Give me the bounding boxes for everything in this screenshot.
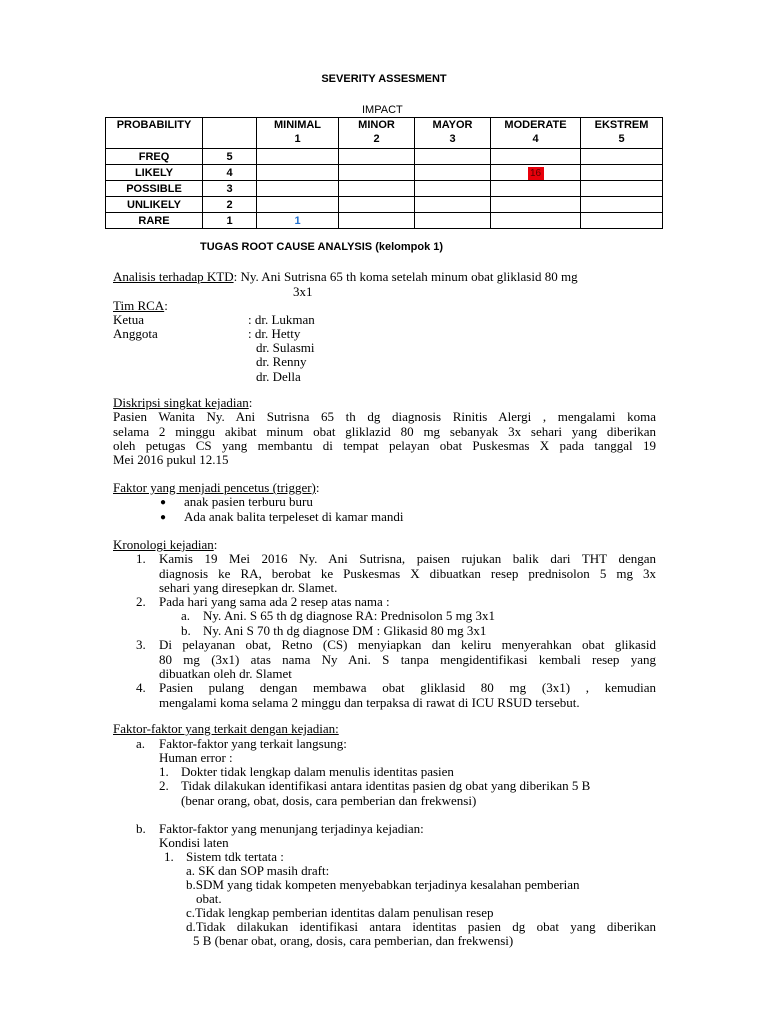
table-row <box>106 149 663 165</box>
bullet-icon: ● <box>160 497 167 508</box>
cell <box>257 165 339 181</box>
list-letter: b. <box>181 623 191 638</box>
faktor-b1b: b.SDM yang tidak kompeten menyebabkan terjadinya kesalahan pemberian <box>186 877 580 892</box>
row-label: LIKELY <box>106 165 203 181</box>
tim-colon: : <box>164 298 168 313</box>
ketua-label: Ketua <box>113 312 145 327</box>
faktor-b1d-cont: 5 B (benar obat, orang, dosis, cara pemberian, dan frekwensi) <box>193 933 514 948</box>
row-label: UNLIKELY <box>106 197 203 213</box>
cell <box>339 165 415 181</box>
cell <box>415 181 491 197</box>
cell-rare-minimal <box>257 213 339 229</box>
header-minor: MINOR 2 <box>339 118 415 149</box>
faktor-b: Faktor-faktor yang menunjang terjadinya kejadian: <box>159 821 424 836</box>
tim-label: Tim RCA <box>113 298 165 313</box>
kronologi-line: Pada hari yang sama ada 2 resep atas nama : <box>159 594 390 609</box>
analisis-line <box>113 270 578 285</box>
pencetus-item: Ada anak balita terpeleset di kamar mandi <box>184 509 404 524</box>
table-row <box>106 197 663 213</box>
table-row <box>106 213 663 229</box>
kronologi-colon: : <box>213 537 218 552</box>
list-letter: b. <box>136 821 146 836</box>
row-score: 5 <box>203 149 257 165</box>
cell <box>491 213 581 229</box>
list-number: 2. <box>159 778 169 793</box>
anggota-item: : dr. Hetty <box>248 326 301 341</box>
cell <box>257 181 339 197</box>
list-number: 3. <box>136 637 146 652</box>
cell <box>581 149 663 165</box>
kronologi-line: Pasien pulang dengan membawa obat gliklasid 80 mg (3x1) , kemudian <box>159 680 656 695</box>
faktor-a: Faktor-faktor yang terkait langsung: <box>159 736 347 751</box>
faktor-b1a: a. SK dan SOP masih draft: <box>186 863 330 878</box>
header-mayor: MAYOR 3 <box>415 118 491 149</box>
cell <box>581 213 663 229</box>
diskripsi-line: Pasien Wanita Ny. Ani Sutrisna 65 th dg diagnosis Rinitis Alergi , mengalami koma <box>113 409 656 424</box>
pencetus-label: Faktor yang menjadi pencetus (trigger) <box>113 480 316 495</box>
faktor-b1: Sistem tdk tertata : <box>186 849 284 864</box>
human-error: Human error : <box>159 750 233 765</box>
cell <box>257 197 339 213</box>
cell <box>491 149 581 165</box>
list-number: 4. <box>136 680 146 695</box>
impact-label: IMPACT <box>362 104 403 116</box>
cell <box>415 213 491 229</box>
kronologi-line: Kamis 19 Mei 2016 Ny. Ani Sutrisna, paisen rujukan balik dari THT dengan <box>159 551 656 566</box>
pencetus-item: anak pasien terburu buru <box>184 494 313 509</box>
kronologi-line: mengalami koma selama 2 minggu dan terpaksa di rawat di ICU RSUD tersebut. <box>159 695 580 710</box>
faktor-b1b-cont: obat. <box>196 891 222 906</box>
risk-score-blue: 1 <box>294 214 301 227</box>
row-score: 3 <box>203 181 257 197</box>
list-number: 1. <box>164 849 174 864</box>
anggota-label: Anggota <box>113 326 158 341</box>
cell <box>491 197 581 213</box>
severity-table <box>105 117 663 229</box>
cell <box>339 181 415 197</box>
analisis-label: Analisis terhadap KTD <box>113 269 234 284</box>
faktor-a1: Dokter tidak lengkap dalam menulis identitas pasien <box>181 764 454 779</box>
bullet-icon: ● <box>160 512 167 523</box>
diskripsi-label: Diskripsi singkat kejadian <box>113 395 249 410</box>
cell-likely-moderate <box>491 165 581 181</box>
header-ekstrem: EKSTREM 5 <box>581 118 663 149</box>
ketua-value: : dr. Lukman <box>248 312 315 327</box>
kronologi-subitem: Ny. Ani S 70 th dg diagnose DM : Glikasid 80 mg 3x1 <box>203 623 487 638</box>
cell <box>415 197 491 213</box>
pencetus-colon: : <box>315 480 320 495</box>
kronologi-label: Kronologi kejadian <box>113 537 214 552</box>
row-score: 1 <box>203 213 257 229</box>
faktor-a2-cont: (benar orang, obat, dosis, cara pemberian dan frekwensi) <box>181 793 477 808</box>
list-letter: a. <box>181 608 191 623</box>
kronologi-subitem: Ny. Ani. S 65 th dg diagnose RA: Prednisolon 5 mg 3x1 <box>203 608 496 623</box>
cell <box>581 181 663 197</box>
header-minimal: MINIMAL 1 <box>257 118 339 149</box>
anggota-item: dr. Renny <box>256 354 307 369</box>
list-number: 1. <box>159 764 169 779</box>
cell <box>339 197 415 213</box>
diskripsi-line: selama 2 minggu akibat minum obat gliklazid 80 mg sebanyak 3x sehari yang diberikan <box>113 424 656 439</box>
diskripsi-colon: : <box>248 395 253 410</box>
header-score <box>203 118 257 149</box>
row-label: POSSIBLE <box>106 181 203 197</box>
anggota-item: dr. Sulasmi <box>256 340 315 355</box>
list-number: 2. <box>136 594 146 609</box>
kronologi-line: dibuatkan oleh dr. Slamet <box>159 666 292 681</box>
list-letter: a. <box>136 736 146 751</box>
cell <box>339 149 415 165</box>
analisis-text: : Ny. Ani Sutrisna 65 th koma setelah minum obat gliklasid 80 mg <box>233 269 578 284</box>
cell <box>339 213 415 229</box>
cell <box>581 197 663 213</box>
diskripsi-line: oleh petugas CS yang membantu di tempat pelayan obat Puskesmas X pada tanggal 19 <box>113 438 656 453</box>
cell <box>491 181 581 197</box>
cell <box>415 165 491 181</box>
kondisi-laten: Kondisi laten <box>159 835 229 850</box>
cell <box>581 165 663 181</box>
faktor-a2: Tidak dilakukan identifikasi antara identitas pasien dg obat yang diberikan 5 B <box>181 778 591 793</box>
diskripsi-line: Mei 2016 pukul 12.15 <box>113 452 229 467</box>
anggota-item: dr. Della <box>256 369 301 384</box>
header-probability: PROBABILITY <box>106 118 203 149</box>
row-score: 2 <box>203 197 257 213</box>
row-score: 4 <box>203 165 257 181</box>
document-title: SEVERITY ASSESMENT <box>321 73 447 85</box>
section-title: TUGAS ROOT CAUSE ANALYSIS (kelompok 1) <box>200 241 444 253</box>
faktor-terkait-heading: Faktor-faktor yang terkait dengan kejadian: <box>113 721 339 736</box>
kronologi-line: diagnosis ke RA, berobat ke Puskesmas X dibuatkan resep prednisolon 5 mg 3x <box>159 566 656 581</box>
table-header-row <box>106 118 663 149</box>
faktor-b1d: d.Tidak dilakukan identifikasi antara identitas pasien dg obat yang diberikan <box>186 919 656 934</box>
analisis-text-2: 3x1 <box>293 284 313 299</box>
row-label: FREQ <box>106 149 203 165</box>
table-row <box>106 165 663 181</box>
table-row <box>106 181 663 197</box>
list-number: 1. <box>136 551 146 566</box>
row-label: RARE <box>106 213 203 229</box>
header-moderate: MODERATE 4 <box>491 118 581 149</box>
faktor-b1c: c.Tidak lengkap pemberian identitas dalam penulisan resep <box>186 905 494 920</box>
risk-score-red: 16 <box>528 167 544 180</box>
cell <box>257 149 339 165</box>
kronologi-line: sehari yang diresepkan dr. Slamet. <box>159 580 338 595</box>
kronologi-line: Di pelayanan obat, Retno (CS) menyiapkan dan keliru menyerahkan obat glikasid <box>159 637 656 652</box>
cell <box>415 149 491 165</box>
kronologi-line: 80 mg (3x1) atas nama Ny Ani. S tanpa mengidentifikasi kembali resep yang <box>159 652 656 667</box>
